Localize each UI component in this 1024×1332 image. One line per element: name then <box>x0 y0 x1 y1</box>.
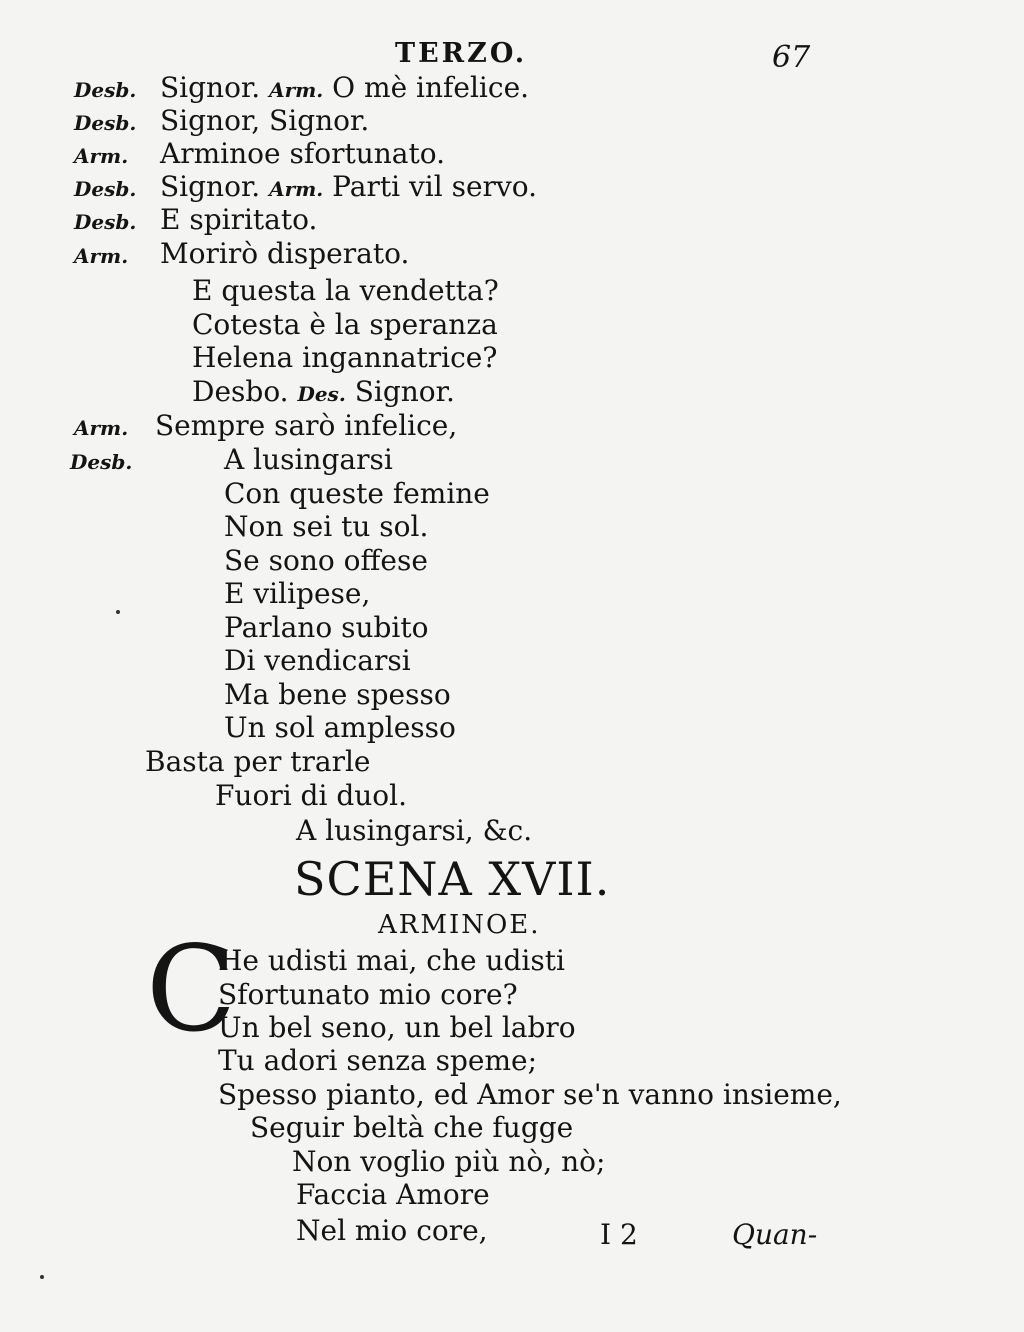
dialogue-line <box>0 444 1024 478</box>
ink-speck <box>40 1275 44 1279</box>
dialogue-line <box>0 612 1024 646</box>
dialogue-line <box>0 238 1024 272</box>
verse-line: Spesso pianto, ed Amor se'n vanno insieme, <box>218 1078 842 1111</box>
dialogue-line <box>0 780 1024 814</box>
speaker-label: Arm. <box>74 244 129 268</box>
verse-text-part: Signor. <box>160 170 261 203</box>
verse-text: E vilipese, <box>224 577 371 610</box>
dialogue-line <box>0 511 1024 545</box>
page-number: 67 <box>772 40 811 75</box>
verse-line: Sfortunato mio core? <box>218 978 518 1011</box>
verse-text: Helena ingannatrice? <box>192 341 498 374</box>
dialogue-line <box>0 746 1024 780</box>
verse-text: Basta per trarle <box>145 745 371 778</box>
verse-text: Di vendicarsi <box>224 644 411 677</box>
verse-text: A lusingarsi <box>224 443 393 476</box>
signature-mark: I 2 <box>600 1218 638 1251</box>
verse-text-part: Desbo. <box>192 375 289 408</box>
running-title: TERZO. <box>395 38 528 69</box>
verse-line: Tu adori senza speme; <box>218 1044 538 1077</box>
dialogue-line <box>0 712 1024 746</box>
verse-text-part: O mè infelice. <box>332 71 530 104</box>
verse-text: Sempre sarò infelice, <box>155 409 458 442</box>
verse-text <box>160 72 529 106</box>
dialogue-line <box>0 138 1024 172</box>
verse-line: Un bel seno, un bel labro <box>218 1011 576 1044</box>
speaker-label: Desb. <box>70 450 133 474</box>
dialogue-line <box>0 376 1024 410</box>
catchword: Quan- <box>732 1218 818 1251</box>
verse-text: Ma bene spesso <box>224 678 451 711</box>
verse-text: Con queste femine <box>224 477 490 510</box>
dialogue-line <box>0 342 1024 376</box>
speaker-label: Desb. <box>74 210 137 234</box>
verse-line: Non voglio più nò, nò; <box>292 1145 606 1178</box>
verse-line: Nel mio core, <box>296 1214 488 1247</box>
ink-speck <box>116 610 120 614</box>
verse-text: A lusingarsi, &c. <box>296 814 533 847</box>
dialogue-line <box>0 578 1024 612</box>
dialogue-line <box>0 815 1024 849</box>
verse-text-part: Signor. <box>160 71 261 104</box>
verse-text: Morirò disperato. <box>160 237 410 270</box>
verse-line: Faccia Amore <box>296 1178 490 1211</box>
dialogue-line <box>0 410 1024 444</box>
verse-text: Signor, Signor. <box>160 104 370 137</box>
verse-line: Seguir beltà che fugge <box>250 1111 574 1144</box>
dialogue-line <box>0 309 1024 343</box>
dialogue-line <box>0 645 1024 679</box>
verse-text: Se sono offese <box>224 544 428 577</box>
verse-text: Cotesta è la speranza <box>192 308 498 341</box>
verse-text: Un sol amplesso <box>224 711 456 744</box>
dialogue-line <box>0 275 1024 309</box>
verse-text: Arminoe sfortunato. <box>160 137 445 170</box>
verse-text: Non sei tu sol. <box>224 510 429 543</box>
inline-speaker: Arm. <box>269 177 324 201</box>
character-name: ARMINOE. <box>378 910 541 940</box>
drop-cap: C <box>146 920 237 1058</box>
speaker-label: Arm. <box>74 144 129 168</box>
verse-text: Parlano subito <box>224 611 429 644</box>
inline-speaker: Arm. <box>269 78 324 102</box>
verse-text-part: Parti vil servo. <box>332 170 537 203</box>
verse-text <box>160 171 537 205</box>
speaker-label: Desb. <box>74 78 137 102</box>
speaker-label: Desb. <box>74 177 137 201</box>
speaker-label: Desb. <box>74 111 137 135</box>
verse-text <box>192 376 455 410</box>
dialogue-line <box>0 171 1024 205</box>
dialogue-line <box>0 105 1024 139</box>
dialogue-line <box>0 545 1024 579</box>
verse-line: He udisti mai, che udisti <box>218 944 565 977</box>
inline-speaker: Des. <box>297 382 346 406</box>
speaker-label: Arm. <box>74 416 129 440</box>
verse-text: E spiritato. <box>160 203 318 236</box>
dialogue-line <box>0 204 1024 238</box>
verse-text: E questa la vendetta? <box>192 274 499 307</box>
dialogue-line <box>0 478 1024 512</box>
verse-text-part: Signor. <box>354 375 455 408</box>
scene-title: SCENA XVII. <box>294 852 611 906</box>
dialogue-line <box>0 679 1024 713</box>
verse-text: Fuori di duol. <box>215 779 408 812</box>
dialogue-line <box>0 72 1024 106</box>
